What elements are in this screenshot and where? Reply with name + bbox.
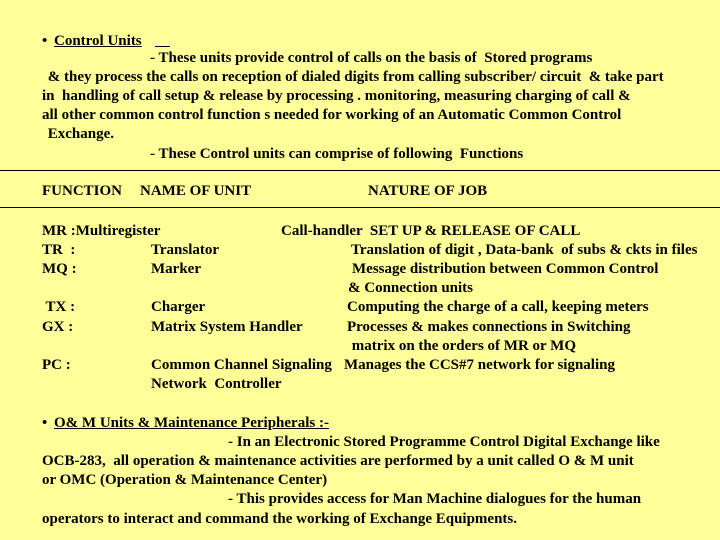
header-function: FUNCTION bbox=[42, 183, 123, 199]
row-unit-name: Common Channel Signaling bbox=[151, 357, 332, 373]
header-nature-of-job: NATURE OF JOB bbox=[368, 183, 488, 199]
row-function: PC : bbox=[42, 357, 71, 373]
om-units-line: - This provides access for Man Machine dialogues for the human bbox=[228, 491, 642, 507]
control-units-heading: Control Units bbox=[54, 33, 142, 49]
om-units-line: OCB-283, all operation & maintenance activities are performed by a unit called O & M unit bbox=[42, 453, 634, 469]
row-job: Message distribution between Common Control bbox=[352, 261, 659, 277]
control-units-line: in handling of call setup & release by processing . monitoring, measuring charging of call & bbox=[42, 88, 631, 104]
row-function: MQ : bbox=[42, 261, 77, 277]
row-function: MR :Multiregister bbox=[42, 223, 161, 239]
control-units-line: all other common control function s needed for working of an Automatic Common Control bbox=[42, 107, 622, 123]
row-unit-name: Marker bbox=[151, 261, 201, 277]
bullet: • bbox=[42, 33, 48, 49]
heading-underline-space bbox=[155, 32, 170, 50]
row-job: Manages the CCS#7 network for signaling bbox=[344, 357, 615, 373]
row-job: Computing the charge of a call, keeping meters bbox=[347, 299, 649, 315]
om-units-line: operators to interact and command the working of Exchange Equipments. bbox=[42, 511, 517, 527]
row-function: TR : bbox=[42, 242, 76, 258]
bullet: • bbox=[42, 415, 48, 431]
control-units-line: Exchange. bbox=[44, 126, 115, 142]
row-job: Translation of digit , Data-bank of subs & ckts in files bbox=[351, 242, 698, 258]
row-job: Call-handler SET UP & RELEASE OF CALL bbox=[281, 223, 581, 239]
row-function: GX : bbox=[42, 319, 74, 335]
row-job: Processes & makes connections in Switching bbox=[347, 319, 631, 335]
om-units-line: - In an Electronic Stored Programme Control Digital Exchange like bbox=[228, 434, 660, 450]
control-units-line: - These Control units can comprise of following Functions bbox=[150, 146, 524, 162]
row-unit-name: Charger bbox=[151, 299, 206, 315]
row-unit-name: Network Controller bbox=[151, 376, 282, 392]
row-job: matrix on the orders of MR or MQ bbox=[348, 338, 577, 354]
row-function: TX : bbox=[42, 299, 76, 315]
row-unit-name: Matrix System Handler bbox=[151, 319, 303, 335]
header-name-of-unit: NAME OF UNIT bbox=[140, 183, 252, 199]
divider bbox=[0, 207, 720, 208]
om-units-line: or OMC (Operation & Maintenance Center) bbox=[42, 472, 328, 488]
divider bbox=[0, 170, 720, 171]
control-units-line: & they process the calls on reception of dialed digits from calling subscriber/ circuit & take part bbox=[44, 69, 664, 85]
row-job: & Connection units bbox=[348, 280, 474, 296]
om-units-heading: O& M Units & Maintenance Peripherals :- bbox=[54, 415, 329, 431]
row-unit-name: Translator bbox=[151, 242, 220, 258]
control-units-line: - These units provide control of calls on the basis of Stored programs bbox=[150, 50, 593, 66]
